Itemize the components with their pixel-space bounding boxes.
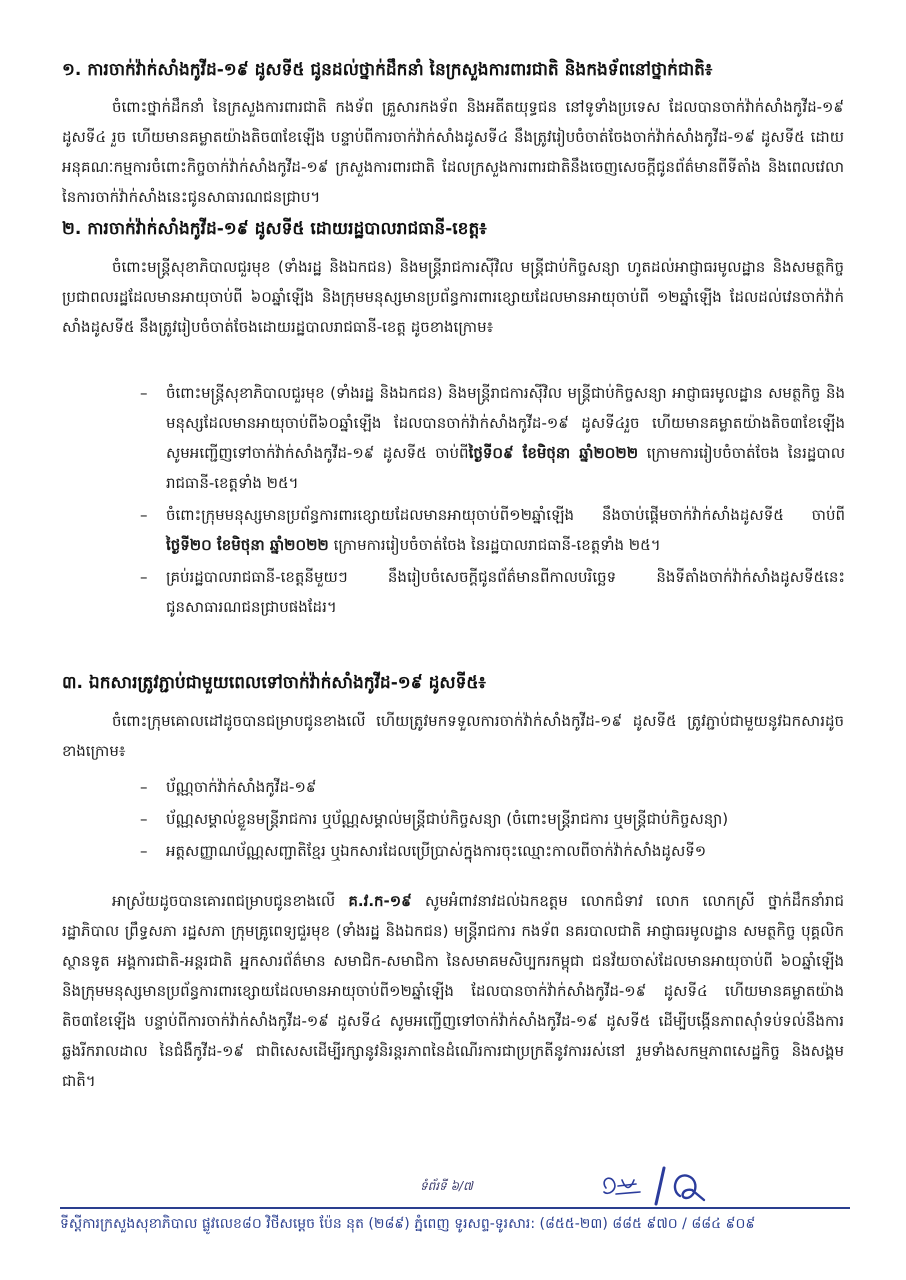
section-2-bullets bbox=[140, 378, 845, 624]
footer-rule bbox=[60, 1207, 850, 1209]
dash-bullet: – bbox=[140, 778, 148, 796]
dash-bullet: – bbox=[140, 506, 148, 524]
closing-paragraph: អាស្រ័យដូចបានគោរពជម្រាបជូនខាងលើ គ.វ.ក-១៩ សូមអំពាវនាវដល់ឯកឧត្តម លោកជំទាវ លោក លោកស្រី ថ្នាក់ដឹកនាំរាជរដ្ឋាភិបាល ព្រឹទ្ធសភា រដ្ឋសភា ក្រុមគ្រូពេទ្យជួរមុខ (ទាំងរដ្ឋ និងឯកជន) មន្ត្រីរាជការ កងទ័ព នគរបាលជាតិ អាជ្ញាធរមូលដ្ឋាន សមត្ថកិច្ច បុគ្គលិកស្ថានទូត អង្គការជាតិ-អន្តរជាតិ អ្នកសារព័ត៌មាន សមាជិក-សមាជិកា នៃសមាគមសិប្បករកម្ពុជា ជនវ័យចាស់ដែលមានអាយុចាប់ពី ៦០ឆ្នាំឡើង និងក្រុមមនុស្សមានប្រព័ន្ធការពារខ្សោយដែលមានអាយុចាប់ពី១២ឆ្នាំឡើង ដែលបានចាក់វ៉ាក់សាំងកូវីដ-១៩ ដូសទី៤ ហើយមានគម្លាតយ៉ាងតិច៣ខែឡើង បន្ទាប់ពីការចាក់វ៉ាក់សាំងកូវីដ-១៩ ដូសទី៤ សូមអញ្ជើញទៅចាក់វ៉ាក់សាំងកូវីដ-១៩ ដូសទី៥ ដើម្បីបង្កើនភាពស៊ាំទប់ទល់នឹងការឆ្លងរីករាលដាល នៃជំងឺកូវីដ-១៩ ជាពិសេសដើម្បីរក្សានូវនិរន្តរភាពនៃដំណើរការជាប្រក្រតីនូវការរស់នៅ រួមទាំងសកម្មភាពសេដ្ឋកិច្ច និងសង្គមជាតិ។ bbox=[62, 892, 844, 1090]
page-number: ទំព័រទី ៦/៧ bbox=[420, 1179, 473, 1193]
list-item: – អត្តសញ្ញាណប័ណ្ណសញ្ជាតិខ្មែរ ឬឯកសារដែលប្រើប្រាស់ក្នុងការចុះឈ្មោះកាលពីចាក់វ៉ាក់សាំងដូសទី១ bbox=[140, 836, 845, 866]
date-emphasis: ថ្ងៃទី២០ ខែមិថុនា ឆ្នាំ២០២២ bbox=[166, 536, 329, 554]
section-1-paragraph bbox=[62, 92, 844, 212]
section-3-heading: ៣. ឯកសារត្រូវភ្ជាប់ជាមួយពេលទៅចាក់វ៉ាក់សាំងកូវីដ-១៩ ដូសទី៥៖ bbox=[62, 673, 486, 693]
dash-bullet: – bbox=[140, 810, 148, 828]
section-1-text: ចំពោះថ្នាក់ដឹកនាំ នៃក្រសួងការពារជាតិ កងទ័ព គ្រួសារកងទ័ព និងអតីតយុទ្ធជន នៅទូទាំងប្រទេស ដែលបានចាក់វ៉ាក់សាំងកូវីដ-១៩ ដូសទី៤ រួច ហើយមានគម្លាតយ៉ាងតិច៣ខែឡើង បន្ទាប់ពីការចាក់វ៉ាក់សាំងដូសទី៤ នឹងត្រូវរៀបចំចាត់ចែងចាក់វ៉ាក់សាំងកូវីដ-១៩ ដូសទី៥ ដោយអនុគណៈកម្មការចំពោះកិច្ចចាក់វ៉ាក់សាំងកូវីដ-១៩ ក្រសួងការពារជាតិ ដែលក្រសួងការពារជាតិនឹងចេញសេចក្តីជូនព័ត៌មានពីទីតាំង និងពេលវេលានៃការចាក់វ៉ាក់សាំងនេះជូនសាធារណជនជ្រាប។ bbox=[62, 98, 844, 206]
list-item: – ចំពោះក្រុមមនុស្សមានប្រព័ន្ធការពារខ្សោយដែលមានអាយុចាប់ពី១២ឆ្នាំឡើង នឹងចាប់ផ្តើមចាក់វ៉ាក់សាំងដូសទី៥ ចាប់ពី ថ្ងៃទី២០ ខែមិថុនា ឆ្នាំ២០២២ ក្រោមការរៀបចំចាត់ចែង នៃរដ្ឋបាលរាជធានី-ខេត្តទាំង ២៥។ bbox=[140, 500, 845, 560]
date-emphasis: ថ្ងៃទី០៩ ខែមិថុនា ឆ្នាំ២០២២ bbox=[468, 444, 639, 462]
section-1-heading: ១. ការចាក់វ៉ាក់សាំងកូវីដ-១៩ ដូសទី៥ ជូនដល់ថ្នាក់ដឹកនាំ នៃក្រសួងការពារជាតិ និងកងទ័ពនៅថ្នាក់ជាតិ៖ bbox=[62, 60, 713, 80]
dash-bullet: – bbox=[140, 842, 148, 860]
dash-bullet: – bbox=[140, 384, 148, 402]
signature-initials bbox=[596, 1160, 726, 1210]
section-3-paragraph bbox=[62, 706, 844, 766]
list-item: – ប័ណ្ណសម្គាល់ខ្លួនមន្ត្រីរាជការ ឬប័ណ្ណសម្គាល់មន្ត្រីជាប់កិច្ចសន្យា (ចំពោះមន្ត្រីរាជការ ឬមន្ត្រីជាប់កិច្ចសន្យា) bbox=[140, 804, 845, 834]
section-2-paragraph bbox=[62, 252, 844, 342]
section-2-heading: ២. ការចាក់វ៉ាក់សាំងកូវីដ-១៩ ដូសទី៥ ដោយរដ្ឋបាលរាជធានី-ខេត្ត៖ bbox=[62, 219, 487, 239]
footer-address: ទីស្តីការក្រសួងសុខាភិបាល ផ្លូវលេខ៨០ វិថីសម្តេច ប៉ែន នុត (២៨៩) ភ្នំពេញ ទូរសព្ទ-ទូរសារ: (៨៥៥-២៣) ៨៨៥ ៩៧០ / ៨៨៤ ៩០៩ bbox=[60, 1216, 756, 1232]
list-item: – ចំពោះមន្ត្រីសុខាភិបាលជួរមុខ (ទាំងរដ្ឋ និងឯកជន) និងមន្ត្រីរាជការស៊ីវិល មន្ត្រីជាប់កិច្ចសន្យា អាជ្ញាធរមូលដ្ឋាន សមត្ថកិច្ច និងមនុស្សដែលមានអាយុចាប់ពី៦០ឆ្នាំឡើង ដែលបានចាក់វ៉ាក់សាំងកូវីដ-១៩ ដូសទី៤រួច ហើយមានគម្លាតយ៉ាងតិច៣ខែឡើង សូមអញ្ជើញទៅចាក់វ៉ាក់សាំងកូវីដ-១៩ ដូសទី៥ ចាប់ពីថ្ងៃទី០៩ ខែមិថុនា ឆ្នាំ២០២២ ក្រោមការរៀបចំចាត់ចែង នៃរដ្ឋបាលរាជធានី-ខេត្តទាំង ២៥។ bbox=[140, 378, 845, 498]
section-3-bullets bbox=[140, 772, 845, 868]
section-3-text: ចំពោះក្រុមគោលដៅដូចបានជម្រាបជូនខាងលើ ហើយត្រូវមកទទួលការចាក់វ៉ាក់សាំងកូវីដ-១៩ ដូសទី៥ ត្រូវភ្ជាប់ជាមួយនូវឯកសារដូចខាងក្រោម៖ bbox=[62, 712, 844, 760]
dash-bullet: – bbox=[140, 568, 148, 586]
committee-abbreviation: គ.វ.ក-១៩ bbox=[348, 892, 412, 910]
section-2-text: ចំពោះមន្ត្រីសុខាភិបាលជួរមុខ (ទាំងរដ្ឋ និងឯកជន) និងមន្ត្រីរាជការស៊ីវិល មន្ត្រីជាប់កិច្ចសន្យា ហូតដល់អាជ្ញាធរមូលដ្ឋាន និងសមត្ថកិច្ច ប្រជាពលរដ្ឋដែលមានអាយុចាប់ពី ៦០ឆ្នាំឡើង និងក្រុមមនុស្សមានប្រព័ន្ធការពារខ្សោយដែលមានអាយុចាប់ពី ១២ឆ្នាំឡើង ដែលដល់វេនចាក់វ៉ាក់សាំងដូសទី៥ នឹងត្រូវរៀបចំចាត់ចែងដោយរដ្ឋបាលរាជធានី-ខេត្ត ដូចខាងក្រោម៖ bbox=[62, 258, 844, 336]
list-item: – ប័ណ្ណចាក់វ៉ាក់សាំងកូវីដ-១៩ bbox=[140, 772, 845, 802]
list-item: – គ្រប់រដ្ឋបាលរាជធានី-ខេត្តនីមួយៗ នឹងរៀបចំសេចក្តីជូនព័ត៌មានពីកាលបរិច្ឆេទ និងទីតាំងចាក់វ៉ាក់សាំងដូសទី៥នេះ ជូនសាធារណជនជ្រាបផងដែរ។ bbox=[140, 562, 845, 622]
